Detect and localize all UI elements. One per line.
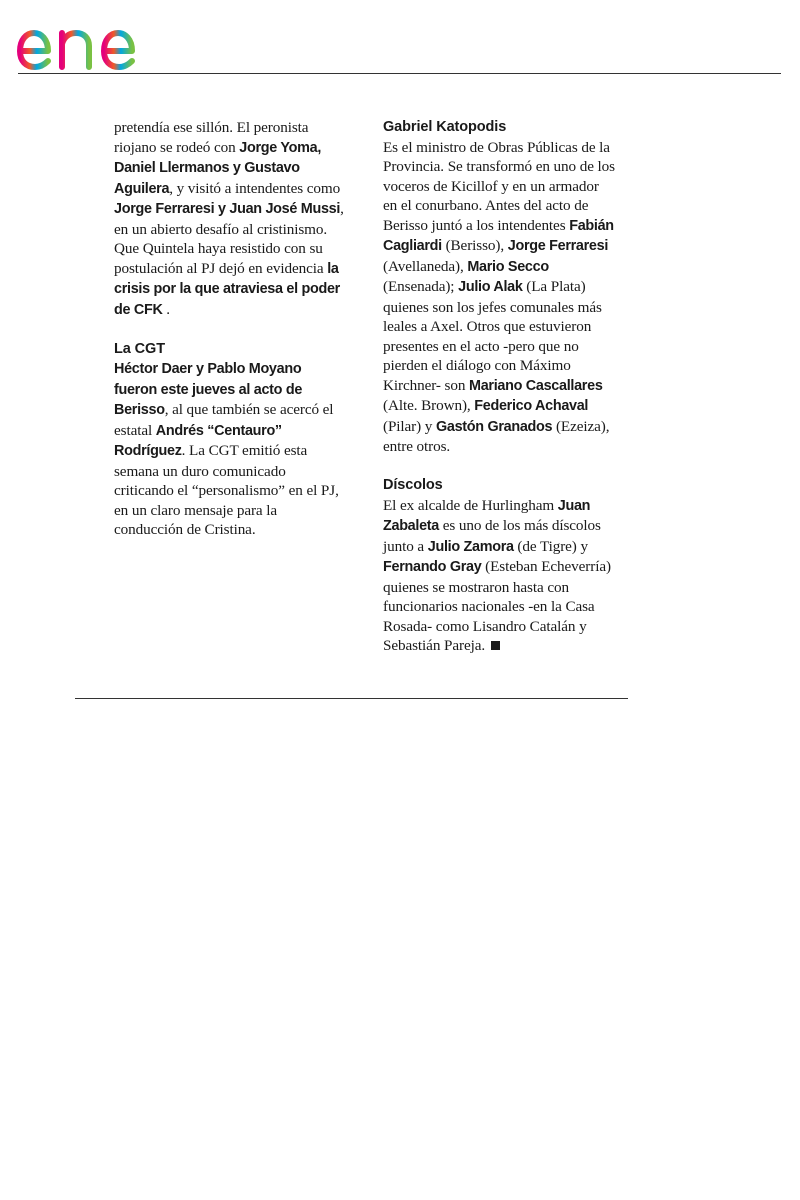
bold-name-text: Julio Alak: [458, 279, 523, 295]
bold-name-text: la crisis por la que atraviesa el poder de CFK: [114, 260, 340, 318]
bold-name-text: Julio Zamora: [427, 538, 514, 555]
body-text: . La CGT emitió esta semana un duro comunicado criticando el “personalismo” en el PJ, en un claro mensaje para la conducción de Cristina.: [114, 442, 339, 538]
body-text: , al que también se acercó el estatal: [114, 401, 334, 439]
body-text: (Berisso),: [441, 237, 508, 254]
body-text: , en un abierto desafío al cristinismo. Que Quintela haya resistido con su postulación al PJ dejó en evidencia: [114, 200, 344, 277]
footer-divider: [75, 698, 628, 699]
bold-name-text: Andrés “Centauro” Rodríguez: [114, 422, 282, 459]
body-text: (Esteban Echeverría) quienes se mostraron hasta con funcionarios nacionales -en la Casa Rosada- como Lisandro Catalán y Sebastián Pareja.: [383, 558, 611, 654]
body-text: (Avellaneda),: [383, 257, 468, 275]
body-text: (Alte. Brown),: [383, 397, 475, 414]
body-text: , y visitó a intendentes como: [169, 179, 341, 197]
body-text: .: [162, 300, 170, 318]
bold-name-text: Federico Achaval: [474, 398, 589, 414]
bold-name-text: Jorge Ferraresi y Juan José Mussi: [114, 201, 341, 217]
discolos-paragraph: [383, 496, 615, 656]
section-heading-discolos: Díscolos: [383, 477, 443, 493]
bold-name-text: Jorge Yoma, Daniel Llermanos y Gustavo Aguilera: [114, 139, 322, 197]
body-text: El ex alcalde de Hurlingham: [383, 496, 558, 514]
section-heading-katopodis: Gabriel Katopodis: [383, 119, 507, 135]
bold-name-text: Jorge Ferraresi: [507, 238, 609, 254]
body-text: (Pilar) y: [383, 417, 436, 435]
body-text: (La Plata) quienes son los jefes comunales más leales a Axel. Otros que estuvieron presentes en el acto -pero que no pierden el diálogo con Máximo Kirchner- son: [383, 278, 602, 394]
article-column-left: [114, 118, 346, 540]
body-text: Es el ministro de Obras Públicas de la Provincia. Se transformó en uno de los voceros de Kicillof y en un armador en el conurbano. Antes del acto de Berisso juntó a los intendentes: [383, 138, 615, 234]
bold-name-text: Héctor Daer y Pablo Moyano fueron este jueves al acto de Berisso: [114, 361, 303, 418]
body-text: (Ezeiza), entre otros.: [383, 417, 610, 455]
bold-name-text: Mariano Cascallares: [469, 377, 603, 394]
katopodis-paragraph: [383, 138, 615, 457]
cgt-paragraph: [114, 359, 346, 540]
body-text: (Ensenada);: [383, 278, 459, 295]
body-text: es uno de los más díscolos junto a: [383, 517, 601, 555]
article-column-right: [383, 118, 615, 656]
enel-logo: [14, 6, 184, 72]
bold-name-text: Fernando Gray: [383, 559, 482, 575]
bold-name-text: Mario Secco: [467, 258, 549, 275]
bold-name-text: Juan Zabaleta: [383, 497, 591, 534]
bold-name-text: Fabián Cagliardi: [383, 217, 614, 254]
body-text: pretendía ese sillón. El peronista riojano se rodeó con: [114, 119, 309, 156]
end-of-article-mark: [491, 641, 500, 650]
header-divider: [18, 73, 781, 74]
bold-name-text: Gastón Granados: [436, 418, 553, 435]
body-text: (de Tigre) y: [513, 537, 588, 555]
section-heading-cgt: La CGT: [114, 340, 165, 357]
intro-paragraph: [114, 118, 346, 320]
